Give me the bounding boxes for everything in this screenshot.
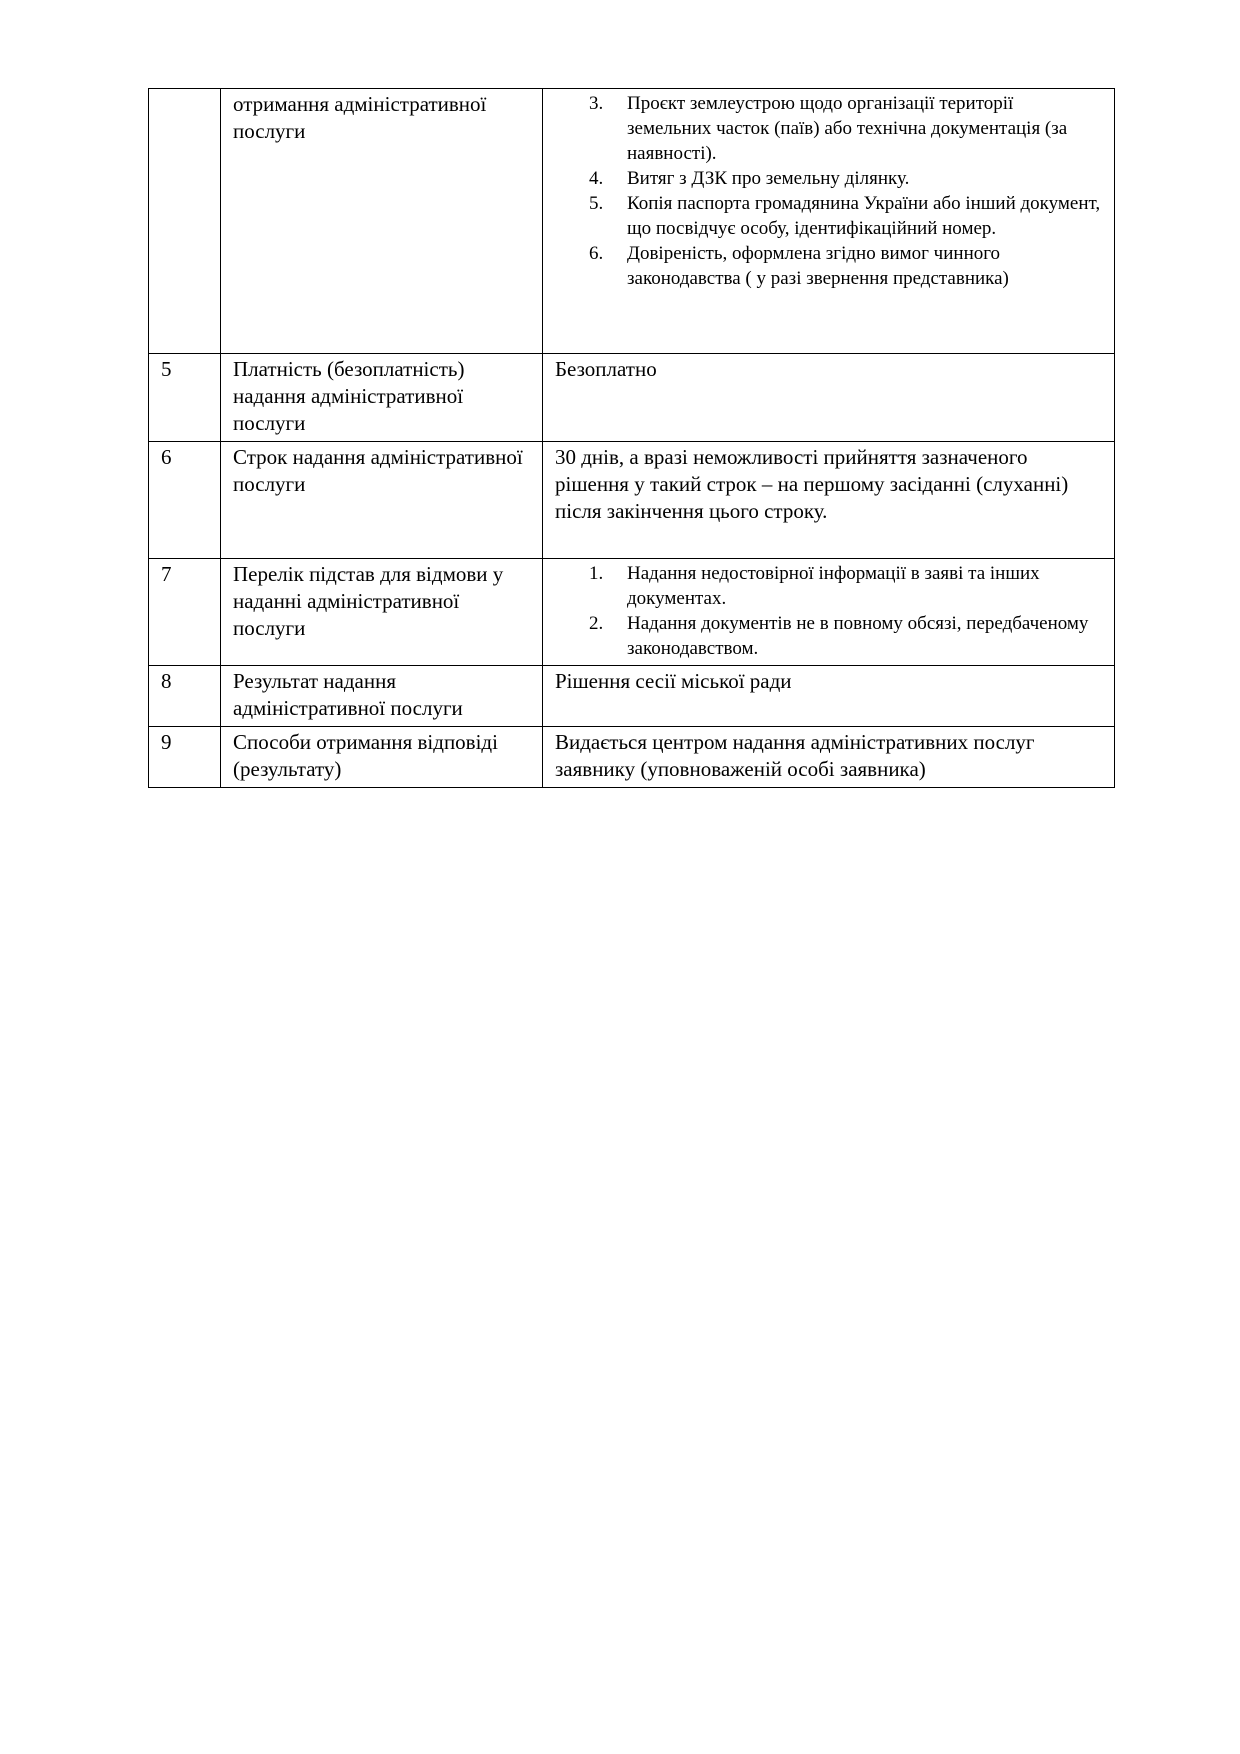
row-number (149, 89, 221, 354)
document-list (555, 91, 1102, 291)
row-number: 8 (149, 666, 221, 727)
row-label: отримання адміністративної послуги (221, 89, 543, 354)
list-item-text: Надання документів не в повному обсязі, передбаченому законодавством. (627, 613, 1089, 659)
row-value: Безоплатно (543, 354, 1115, 442)
table-row (149, 442, 1115, 559)
list-item-number: 2. (589, 613, 604, 634)
row-number: 7 (149, 559, 221, 666)
list-item-text: Витяг з ДЗК про земельну ділянку. (627, 168, 910, 189)
list-item-text: Надання недостовірної інформації в заяві та інших документах. (627, 563, 1040, 609)
table-row (149, 727, 1115, 788)
row-value (543, 89, 1115, 354)
refusal-reasons-list (555, 561, 1102, 661)
list-item-text: Проєкт землеустрою щодо організації території земельних часток (паїв) або технічна документація (за наявності). (627, 93, 1068, 164)
list-item (555, 241, 1102, 291)
row-label: Результат надання адміністративної послуги (221, 666, 543, 727)
row-label: Перелік підстав для відмови у наданні адміністративної послуги (221, 559, 543, 666)
list-item-number: 6. (589, 243, 604, 264)
list-item-text: Довіреність, оформлена згідно вимог чинного законодавства ( у разі звернення представника) (627, 243, 1009, 289)
row-label: Способи отримання відповіді (результату) (221, 727, 543, 788)
row-label: Платність (безоплатність) надання адміністративної послуги (221, 354, 543, 442)
list-item (555, 91, 1102, 166)
row-number: 5 (149, 354, 221, 442)
list-item (555, 166, 1102, 191)
row-number: 6 (149, 442, 221, 559)
list-item-number: 5. (589, 193, 604, 214)
table-row (149, 354, 1115, 442)
row-value (543, 559, 1115, 666)
service-info-table (148, 88, 1115, 788)
list-item (555, 191, 1102, 241)
row-label: Строк надання адміністративної послуги (221, 442, 543, 559)
table-row (149, 559, 1115, 666)
list-item-number: 1. (589, 563, 604, 584)
row-value: 30 днів, а вразі неможливості прийняття зазначеного рішення у такий строк – на першому засіданні (слуханні) після закінчення цього строку. (543, 442, 1115, 559)
list-item-text: Копія паспорта громадянина України або інший документ, що посвідчує особу, ідентифікаційний номер. (627, 193, 1101, 239)
row-value: Видається центром надання адміністративних послуг заявнику (уповноваженій особі заявника) (543, 727, 1115, 788)
table-row (149, 666, 1115, 727)
list-item (555, 561, 1102, 611)
list-item-number: 4. (589, 168, 604, 189)
list-item (555, 611, 1102, 661)
table-row (149, 89, 1115, 354)
list-item-number: 3. (589, 93, 604, 114)
row-number: 9 (149, 727, 221, 788)
row-value: Рішення сесії міської ради (543, 666, 1115, 727)
